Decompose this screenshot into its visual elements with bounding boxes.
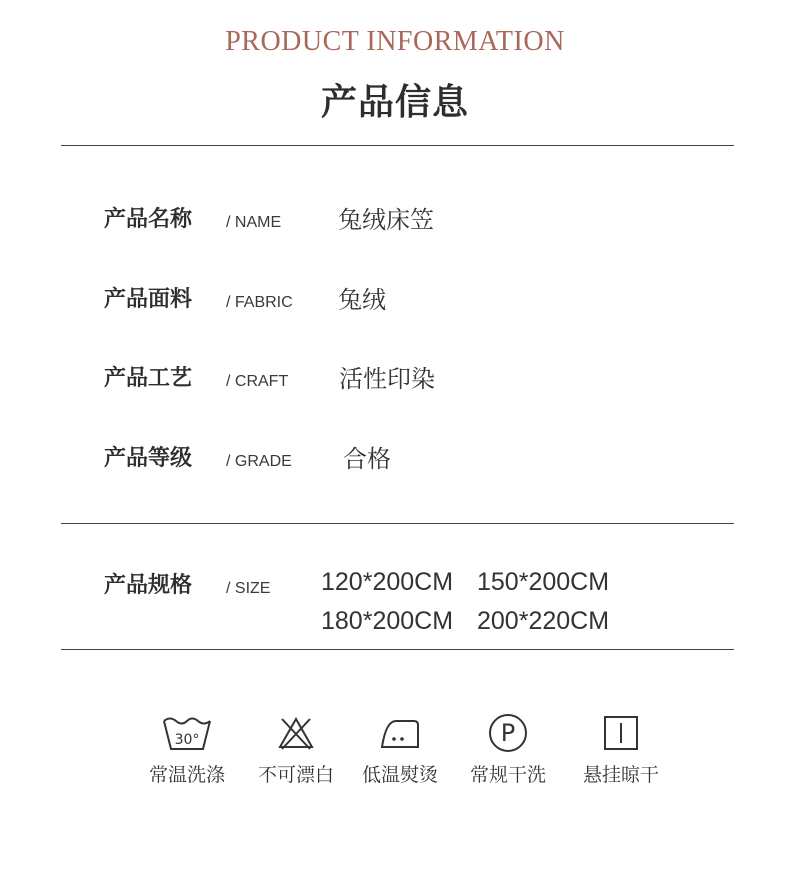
care-item-iron	[345, 713, 455, 787]
detail-row-craft	[0, 359, 790, 399]
care-item-wash	[132, 713, 242, 787]
care-label: 悬挂晾干	[582, 764, 659, 786]
size-label-en: / SIZE	[226, 580, 271, 597]
dry-clean-letter: P	[500, 719, 516, 747]
care-label: 不可漂白	[257, 764, 334, 786]
detail-row-name	[0, 200, 790, 240]
care-label: 常规干洗	[469, 764, 546, 786]
hang-dry-icon	[601, 713, 641, 753]
care-instructions	[0, 713, 790, 803]
detail-label-cn: 产品等级	[104, 446, 193, 471]
divider-bottom	[61, 649, 734, 650]
low-iron-icon	[378, 713, 422, 753]
detail-value: 兔绒	[338, 286, 386, 314]
care-item-hang-dry	[566, 713, 676, 787]
detail-row-fabric	[0, 280, 790, 320]
detail-label-cn: 产品面料	[104, 287, 193, 312]
size-values	[321, 566, 637, 638]
detail-label-cn: 产品名称	[104, 207, 193, 232]
header-title-en: PRODUCT INFORMATION	[225, 26, 565, 57]
care-label: 低温熨烫	[361, 764, 438, 786]
detail-value: 兔绒床笠	[338, 206, 434, 234]
detail-label-cn: 产品工艺	[104, 366, 193, 391]
detail-label-en: / NAME	[226, 214, 282, 231]
detail-label-en: / CRAFT	[226, 373, 289, 390]
divider-top	[61, 145, 734, 146]
no-bleach-icon	[276, 713, 316, 753]
size-row	[0, 566, 790, 646]
size-value: 120*200CM	[321, 568, 454, 596]
size-label-cn: 产品规格	[104, 573, 193, 598]
header-title-cn: 产品信息	[320, 82, 469, 123]
wash-temperature: 30°	[174, 732, 200, 748]
care-item-no-bleach	[241, 713, 351, 787]
detail-row-grade	[0, 439, 790, 479]
care-item-dry-clean	[453, 713, 563, 787]
detail-label-en: / FABRIC	[226, 294, 293, 311]
care-label: 常温洗涤	[148, 764, 225, 786]
detail-label-en: / GRADE	[226, 453, 292, 470]
detail-value: 活性印染	[339, 365, 435, 393]
detail-value: 合格	[343, 445, 391, 473]
size-value: 200*220CM	[477, 607, 610, 635]
size-value: 180*200CM	[321, 607, 454, 635]
dry-clean-icon	[487, 713, 529, 753]
divider-middle	[61, 523, 734, 524]
size-value: 150*200CM	[477, 568, 610, 596]
wash-30-icon	[161, 713, 213, 753]
